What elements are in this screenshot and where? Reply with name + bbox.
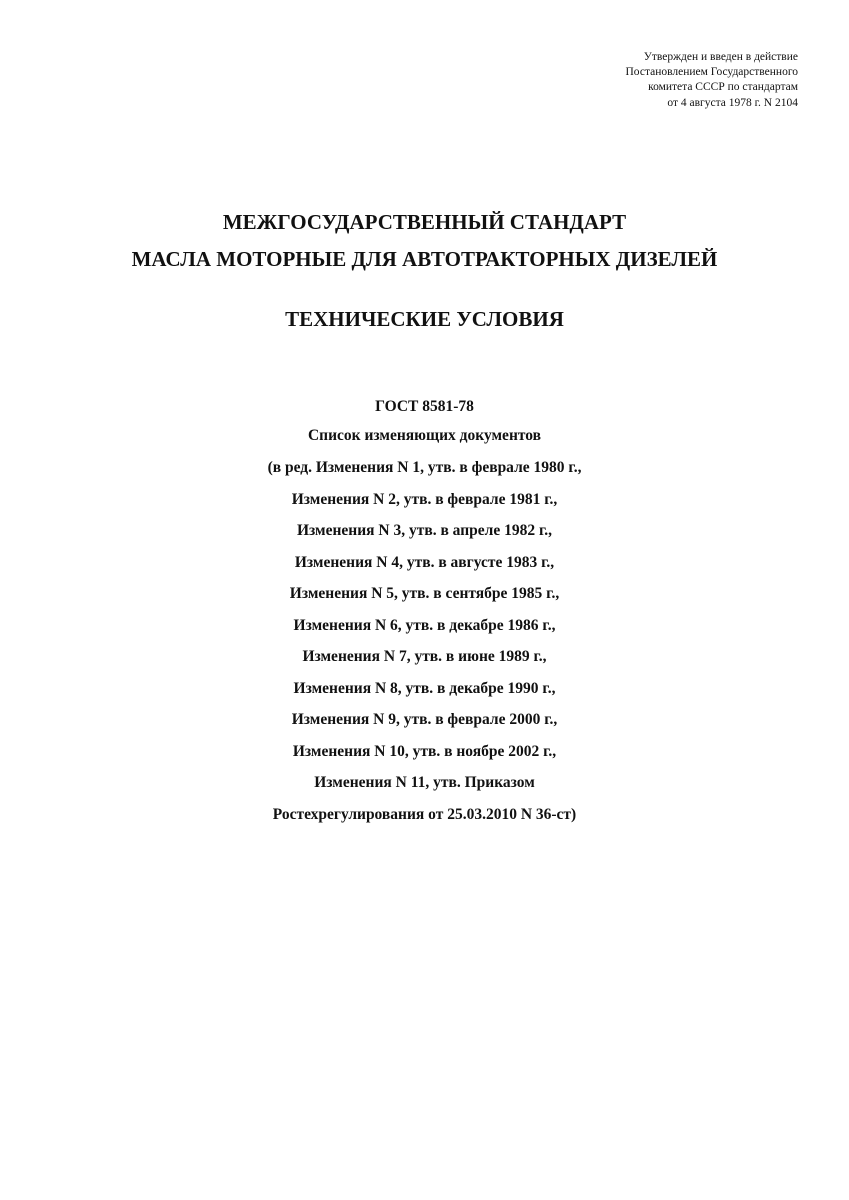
changes-list: [0, 452, 849, 830]
change-line: Изменения N 8, утв. в декабре 1990 г.,: [293, 679, 556, 697]
approval-line: от 4 августа 1978 г. N 2104: [667, 96, 798, 109]
approval-note: [498, 50, 798, 111]
change-line: (в ред. Изменения N 1, утв. в феврале 1980 г.,: [267, 459, 582, 476]
gost-code: ГОСТ 8581-78: [375, 398, 474, 415]
approval-line: комитета СССР по стандартам: [648, 81, 798, 94]
gost-info-block: [0, 396, 849, 830]
change-line: Изменения N 2, утв. в феврале 1981 г.,: [291, 490, 558, 508]
document-title-line-1: МЕЖГОСУДАРСТВЕННЫЙ СТАНДАРТ: [222, 210, 627, 234]
change-line: Ростехрегулирования от 25.03.2010 N 36-ст): [272, 805, 577, 823]
document-subtitle: ТЕХНИЧЕСКИЕ УСЛОВИЯ: [285, 307, 564, 331]
approval-line: Постановлением Государственного: [625, 66, 798, 79]
change-line: Изменения N 3, утв. в апреле 1982 г.,: [296, 522, 553, 539]
change-line: Изменения N 5, утв. в сентябре 1985 г.,: [289, 585, 560, 602]
change-line: Изменения N 11, утв. Приказом: [314, 774, 535, 791]
changes-heading: Список изменяющих документов: [307, 427, 542, 444]
change-line: Изменения N 10, утв. в ноябре 2002 г.,: [292, 742, 557, 760]
document-title-line-2: МАСЛА МОТОРНЫЕ ДЛЯ АВТОТРАКТОРНЫХ ДИЗЕЛЕЙ: [131, 247, 718, 271]
document-title-block: [0, 204, 849, 333]
change-line: Изменения N 4, утв. в августе 1983 г.,: [294, 553, 555, 571]
change-line: Изменения N 9, утв. в феврале 2000 г.,: [291, 711, 558, 728]
change-line: Изменения N 7, утв. в июне 1989 г.,: [302, 648, 547, 665]
change-line: Изменения N 6, утв. в декабре 1986 г.,: [293, 616, 556, 634]
approval-line: Утвержден и введен в действие: [643, 51, 798, 63]
